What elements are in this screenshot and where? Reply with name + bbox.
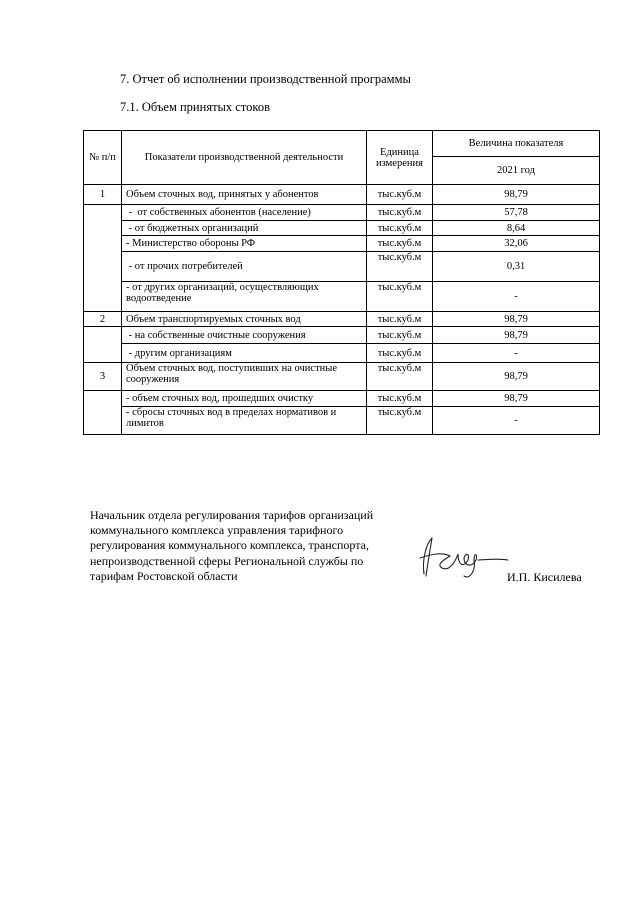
row-indicator: - объем сточных вод, прошедших очистку [122, 391, 367, 407]
row-value: 32,06 [433, 236, 600, 252]
row-value: 98,79 [433, 185, 600, 205]
section-heading: 7. Отчет об исполнении производственной программы [120, 72, 411, 86]
row-unit: тыс.куб.м [367, 221, 433, 236]
signatory-title [90, 508, 420, 584]
row-indicator: - Министерство обороны РФ [122, 236, 367, 252]
row-indicator: - сбросы сточных вод в пределах нормативов и лимитов [122, 407, 367, 435]
signatory-name: И.П. Кисилева [507, 570, 582, 584]
header-num: № п/п [84, 131, 122, 185]
row-value: - [433, 282, 600, 312]
header-unit: Единица измерения [367, 131, 433, 185]
handwritten-signature [412, 530, 512, 582]
header-year: 2021 год [433, 157, 600, 185]
wastewater-table [83, 130, 600, 435]
row-value: 98,79 [433, 327, 600, 344]
row-indicator: - от прочих потребителей [122, 252, 367, 282]
header-value: Величина показателя [433, 131, 600, 157]
subsection-heading: 7.1. Объем принятых стоков [120, 100, 270, 114]
row-unit: тыс.куб.м [367, 327, 433, 344]
row-unit: тыс.куб.м [367, 407, 433, 435]
signatory-title-line: непроизводственной сферы Региональной службы по [90, 553, 364, 568]
row-value: 98,79 [433, 363, 600, 391]
row-unit: тыс.куб.м [367, 391, 433, 407]
row-value: 98,79 [433, 312, 600, 327]
signatory-title-line: коммунального комплекса управления тарифного [90, 523, 344, 538]
row-num: 1 [84, 185, 122, 205]
row-value: 0,31 [433, 252, 600, 282]
row-num-group-2 [84, 327, 122, 363]
row-num: 2 [84, 312, 122, 327]
row-value: - [433, 344, 600, 363]
row-value: - [433, 407, 600, 435]
row-indicator: - на собственные очистные сооружения [122, 327, 367, 344]
row-value: 98,79 [433, 391, 600, 407]
row-unit: тыс.куб.м [367, 185, 433, 205]
row-indicator: Объем сточных вод, принятых у абонентов [122, 185, 367, 205]
row-num: 3 [84, 363, 122, 391]
row-unit: тыс.куб.м [367, 344, 433, 363]
header-indicator: Показатели производственной деятельности [122, 131, 367, 185]
row-num-group-1 [84, 205, 122, 312]
signatory-title-line: регулирования коммунального комплекса, транспорта, [90, 538, 369, 553]
row-unit: тыс.куб.м [367, 363, 433, 391]
row-indicator: - другим организациям [122, 344, 367, 363]
row-unit: тыс.куб.м [367, 236, 433, 252]
row-indicator: Объем сточных вод, поступивших на очистные сооружения [122, 363, 367, 391]
row-unit: тыс.куб.м [367, 282, 433, 312]
signatory-title-line: Начальник отдела регулирования тарифов организаций [90, 508, 374, 522]
signatory-title-line: тарифам Ростовской области [90, 568, 238, 583]
row-value: 8,64 [433, 221, 600, 236]
row-indicator: - от бюджетных организаций [122, 221, 367, 236]
row-num-group-3 [84, 391, 122, 435]
row-value: 57,78 [433, 205, 600, 221]
row-unit: тыс.куб.м [367, 205, 433, 221]
row-indicator: - от собственных абонентов (население) [122, 205, 367, 221]
row-indicator: Объем транспортируемых сточных вод [122, 312, 367, 327]
row-unit: тыс.куб.м [367, 252, 433, 282]
row-unit: тыс.куб.м [367, 312, 433, 327]
row-indicator: - от других организаций, осуществляющих водоотведение [122, 282, 367, 312]
